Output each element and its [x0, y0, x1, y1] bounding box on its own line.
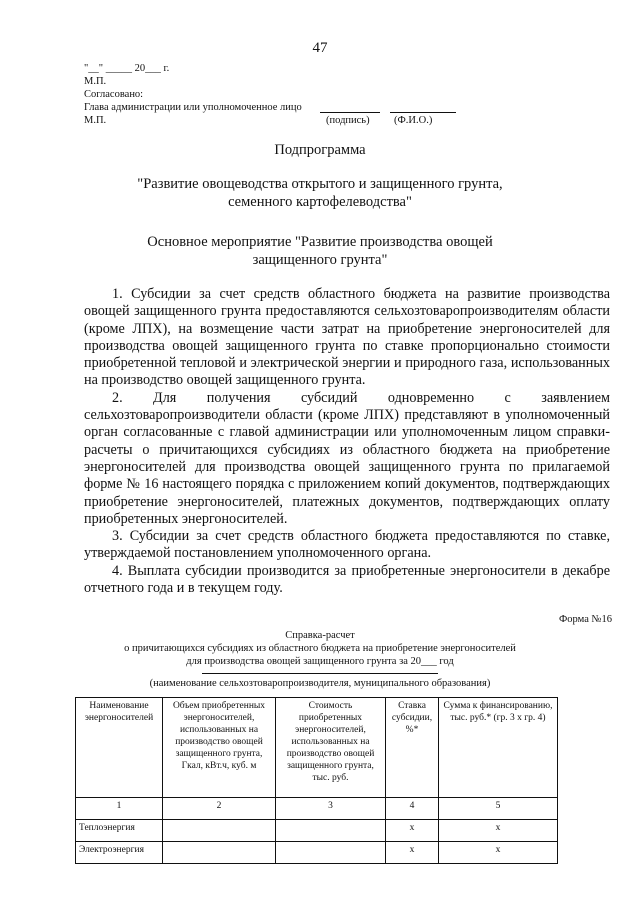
column-number: 3	[276, 798, 386, 820]
signature-line	[320, 101, 380, 113]
row-label: Теплоэнергия	[76, 820, 163, 842]
table-cell	[163, 842, 276, 864]
body-text	[84, 286, 610, 597]
header-cell: Объем приобретенных энергоносителей, использованных на производство овощей защищенного грунта, Гкал, кВт.ч, куб. м	[163, 698, 276, 798]
paragraph-4: 4. Выплата субсидии производится за приобретенные энергоносители в декабре отчетного года и в текущем году.	[84, 562, 610, 597]
form-subtitle-line-1: о причитающихся субсидиях из областного бюджета на приобретение энергоносителей	[124, 643, 516, 654]
table-cell	[276, 842, 386, 864]
date-line: "__" _____ 20___ г.	[84, 63, 170, 74]
column-number: 2	[163, 798, 276, 820]
table-row	[76, 842, 558, 864]
activity-title-line-2: защищенного грунта"	[252, 252, 388, 268]
header-cell: Сумма к финансированию, тыс. руб.* (гр. 3 х гр. 4)	[439, 698, 558, 798]
table-cell	[276, 820, 386, 842]
table-header-row	[76, 698, 558, 798]
column-number: 4	[386, 798, 439, 820]
agreed-label: Согласовано:	[84, 89, 144, 100]
table-cell	[163, 820, 276, 842]
header-cell: Ставка субсидии, %*	[386, 698, 439, 798]
subprogram-label: Подпрограмма	[274, 142, 366, 158]
column-number-row	[76, 798, 558, 820]
subprogram-title-line-2: семенного картофелеводства"	[228, 194, 412, 210]
paragraph-2: 2. Для получения субсидий одновременно с заявлением сельхозтоваропроизводители области (кроме ЛПХ) представляют в уполномоченный орган согласованные с главой администрации или уполномоченным лицом справки-расчеты о причитающихся субсидиях из областного бюджета на приобретение энергоносителей для производства овощей защищенного грунта по прилагаемой форме № 16 настоящего порядка с приложением копий документов, подтверждающих приобретение энергоносителей, платежных документов, подтверждающих оплату приобретенных энергоносителей.	[84, 389, 610, 527]
table-cell: х	[386, 820, 439, 842]
table-cell: х	[439, 820, 558, 842]
column-number: 5	[439, 798, 558, 820]
header-cell: Стоимость приобретенных энергоносителей, использованных на производство овощей защищенного грунта, тыс. руб.	[276, 698, 386, 798]
approval-header	[84, 62, 564, 127]
signature-caption: (подпись)	[326, 115, 370, 126]
form-number: Форма №16	[558, 614, 612, 625]
stamp-place-2: М.П.	[84, 115, 107, 126]
page-number: 47	[312, 40, 328, 56]
column-number: 1	[76, 798, 163, 820]
table-cell: х	[386, 842, 439, 864]
fio-line	[390, 101, 456, 113]
fio-caption: (Ф.И.О.)	[394, 115, 433, 126]
form-title: Справка-расчет	[285, 630, 355, 641]
stamp-place-1: М.П.	[84, 76, 107, 87]
paragraph-3: 3. Субсидии за счет средств областного бюджета предоставляются по ставке, утверждаемой постановлением уполномоченного органа.	[84, 528, 610, 562]
subsidy-calculation-table	[75, 697, 558, 864]
activity-title-line-1: Основное мероприятие "Развитие производства овощей	[147, 234, 493, 250]
table-cell: х	[439, 842, 558, 864]
table-row	[76, 820, 558, 842]
producer-name-line	[202, 673, 438, 674]
header-cell: Наименование энергоносителей	[76, 698, 163, 798]
form-subtitle-line-2: для производства овощей защищенного грунта за 20___ год	[186, 656, 454, 667]
head-admin-label: Глава администрации или уполномоченное лицо	[84, 102, 302, 113]
row-label: Электроэнергия	[76, 842, 163, 864]
paragraph-1: 1. Субсидии за счет средств областного бюджета на развитие производства овощей защищенного грунта предоставляются сельхозтоваропроизводителям области (кроме ЛПХ), на возмещение части затрат на приобретение энергоносителей для производства овощей защищенного грунта по ставке пропорционально стоимости приобретенной тепловой и электрической энергии и природного газа, использованных на производство овощей защищенного грунта.	[84, 286, 610, 389]
producer-name-caption: (наименование сельхозтоваропроизводителя, муниципального образования)	[149, 678, 491, 689]
subprogram-title-line-1: "Развитие овощеводства открытого и защищенного грунта,	[137, 176, 503, 192]
